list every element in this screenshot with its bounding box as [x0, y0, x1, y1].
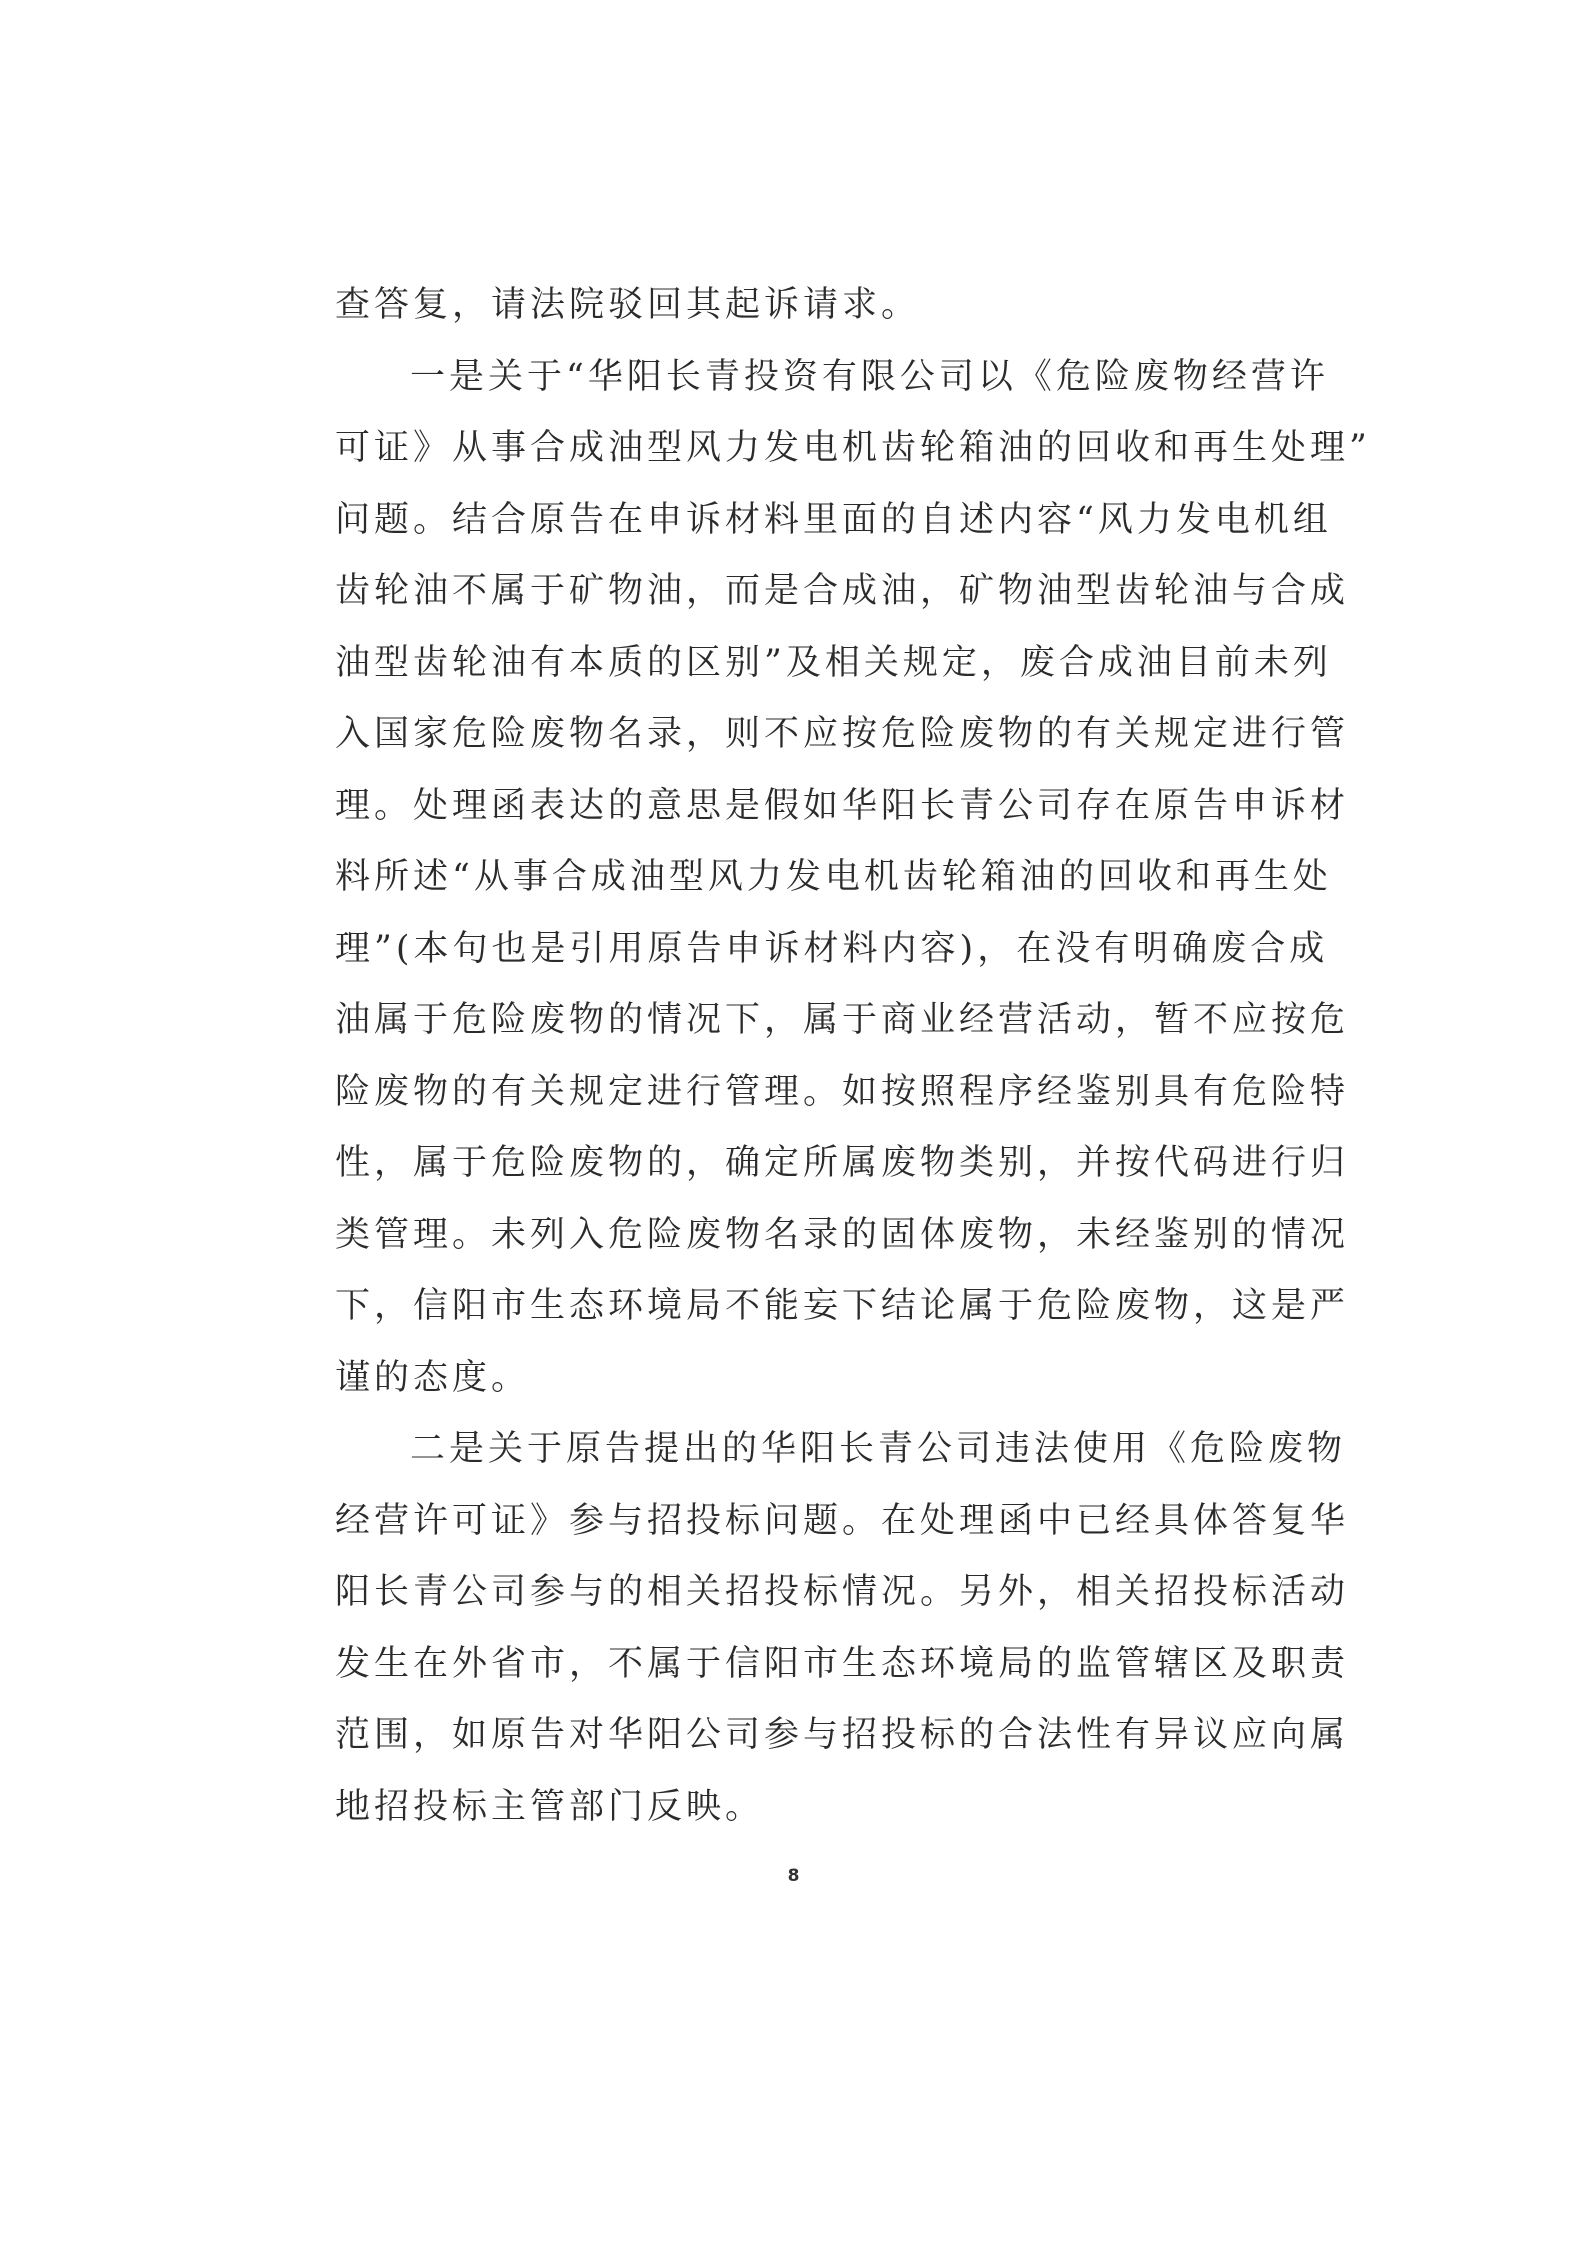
paragraph-first-line: 二是关于原告提出的华阳长青公司违法使用《危险废物 [410, 1429, 1347, 1469]
text-line: 理”(本句也是引用原告申诉材料内容)，在没有明确废合成 [335, 928, 1329, 969]
text-line: 可证》从事合成油型风力发电机齿轮箱油的回收和再生处理” [335, 428, 1371, 468]
text-line: 谨的态度。 [335, 1357, 531, 1398]
text-line: 齿轮油不属于矿物油，而是合成油，矿物油型齿轮油与合成 [335, 571, 1350, 611]
text-line: 理。处理函表达的意思是假如华阳长青公司存在原告申诉材 [335, 785, 1350, 826]
text-line: 油型齿轮油有本质的区别”及相关规定，废合成油目前未列 [335, 642, 1332, 683]
text-line: 查答复，请法院驳回其起诉请求。 [335, 285, 921, 325]
text-line: 阳长青公司参与的相关招投标情况。另外，相关招投标活动 [335, 1572, 1350, 1612]
text-line: 料所述“从事合成油型风力发电机齿轮箱油的回收和再生处 [335, 857, 1332, 897]
text-line: 类管理。未列入危险废物名录的固体废物，未经鉴别的情况 [335, 1214, 1350, 1255]
text-line: 经营许可证》参与招投标问题。在处理函中已经具体答复华 [335, 1500, 1350, 1541]
text-line: 性，属于危险废物的，确定所属废物类别，并按代码进行归 [335, 1143, 1350, 1183]
body-text [335, 270, 1371, 1843]
paragraph-first-line: 一是关于“华阳长青投资有限公司以《危险废物经营许 [410, 356, 1329, 397]
text-line: 下，信阳市生态环境局不能妄下结论属于危险废物，这是严 [335, 1286, 1350, 1326]
text-line: 问题。结合原告在申诉材料里面的自述内容“风力发电机组 [335, 499, 1332, 540]
text-line: 入国家危险废物名录，则不应按危险废物的有关规定进行管 [335, 714, 1350, 754]
page-number: 8 [787, 1866, 800, 1886]
text-line: 发生在外省市，不属于信阳市生态环境局的监管辖区及职责 [335, 1643, 1350, 1684]
text-line: 地招投标主管部门反映。 [335, 1786, 765, 1827]
text-line: 险废物的有关规定进行管理。如按照程序经鉴别具有危险特 [335, 1071, 1350, 1112]
text-line: 范围，如原告对华阳公司参与招投标的合法性有异议应向属 [335, 1715, 1350, 1755]
text-line: 油属于危险废物的情况下，属于商业经营活动，暂不应按危 [335, 1000, 1350, 1040]
